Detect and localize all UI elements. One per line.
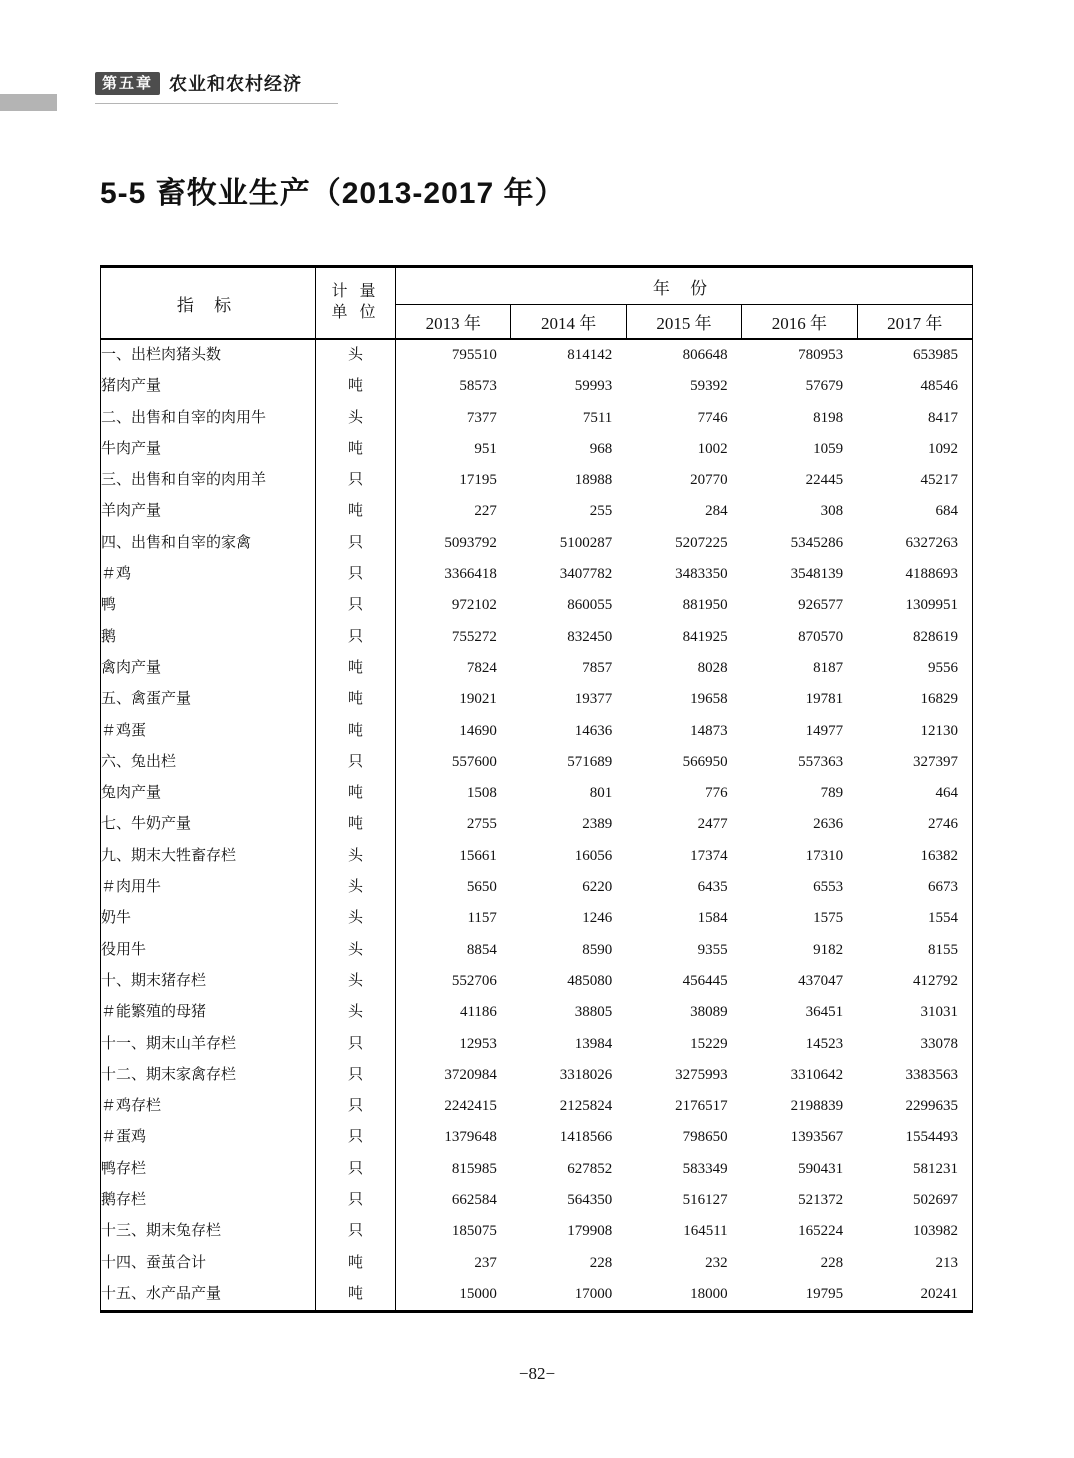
value-cell: 164511 — [683, 1223, 728, 1240]
value-cell: 8155 — [928, 941, 958, 958]
value-cell: 6327263 — [905, 534, 958, 551]
value-cell: 14636 — [574, 722, 613, 739]
unit-cell: 只 — [316, 1060, 396, 1091]
unit-header-line2: 单 位 — [331, 304, 380, 321]
value-cell: 7377 — [466, 409, 497, 426]
value-cell: 968 — [589, 440, 613, 457]
chapter-title: 农业和农村经济 — [169, 74, 303, 94]
col-header-unit — [316, 267, 396, 340]
unit-cell: 只 — [316, 559, 396, 590]
value-cell: 590431 — [798, 1160, 844, 1177]
value-cell: 9355 — [697, 941, 728, 958]
value-cell: 1379648 — [444, 1129, 497, 1146]
unit-cell: 只 — [316, 465, 396, 496]
value-cell: 2389 — [582, 816, 613, 833]
indicator-cell: 鸭 — [101, 590, 316, 621]
table-row — [101, 1122, 973, 1153]
value-cell: 20241 — [920, 1285, 958, 1302]
value-cell: 581231 — [913, 1160, 958, 1177]
indicator-cell: 十二、期末家禽存栏 — [101, 1060, 316, 1091]
unit-cell: 只 — [316, 590, 396, 621]
value-cell: 16382 — [920, 847, 958, 864]
value-cell: 12130 — [920, 722, 958, 739]
value-cell: 15661 — [459, 847, 497, 864]
value-cell: 19795 — [805, 1285, 844, 1302]
value-cell: 16829 — [920, 691, 958, 708]
value-cell: 14977 — [805, 722, 844, 739]
table-row — [101, 1091, 973, 1122]
value-cell: 5100287 — [559, 534, 613, 551]
unit-cell: 吨 — [316, 434, 396, 465]
value-cell: 20770 — [690, 472, 728, 489]
unit-cell: 只 — [316, 1091, 396, 1122]
unit-cell: 吨 — [316, 684, 396, 715]
value-cell: 3407782 — [559, 566, 613, 583]
value-cell: 412792 — [913, 972, 958, 989]
value-cell: 3310642 — [790, 1066, 844, 1083]
table-row — [101, 903, 973, 934]
table-row — [101, 496, 973, 527]
value-cell: 755272 — [451, 628, 497, 645]
value-cell: 7746 — [697, 409, 728, 426]
value-cell: 795510 — [451, 347, 497, 363]
value-cell: 185075 — [451, 1223, 497, 1240]
unit-cell: 吨 — [316, 1279, 396, 1312]
value-cell: 15000 — [459, 1285, 497, 1302]
value-cell: 7511 — [582, 409, 613, 426]
value-cell: 2198839 — [790, 1098, 844, 1115]
value-cell: 521372 — [798, 1192, 844, 1209]
indicator-cell: 奶牛 — [101, 903, 316, 934]
value-cell: 8590 — [582, 941, 613, 958]
table-row — [101, 997, 973, 1028]
year-column-header: 2016 年 — [742, 305, 857, 340]
value-cell: 12953 — [459, 1035, 497, 1052]
value-cell: 17310 — [805, 847, 844, 864]
indicator-cell: 羊肉产量 — [101, 496, 316, 527]
value-cell: 3366418 — [444, 566, 497, 583]
value-cell: 3483350 — [675, 566, 728, 583]
table-row — [101, 371, 973, 402]
value-cell: 5345286 — [790, 534, 844, 551]
value-cell: 232 — [705, 1254, 728, 1271]
indicator-cell: 兔肉产量 — [101, 778, 316, 809]
value-cell: 2477 — [697, 816, 728, 833]
col-header-year-group: 年 份 — [396, 267, 973, 305]
table-row — [101, 465, 973, 496]
table-row — [101, 1279, 973, 1312]
value-cell: 806648 — [682, 347, 728, 363]
value-cell: 58573 — [459, 378, 497, 395]
value-cell: 6673 — [928, 879, 958, 896]
value-cell: 801 — [589, 785, 613, 802]
value-cell: 1418566 — [559, 1129, 613, 1146]
unit-cell: 只 — [316, 1122, 396, 1153]
unit-cell: 吨 — [316, 716, 396, 747]
table-row — [101, 528, 973, 559]
value-cell: 213 — [935, 1254, 958, 1271]
indicator-cell: ＃鸡蛋 — [101, 716, 316, 747]
value-cell: 4188693 — [905, 566, 958, 583]
value-cell: 2746 — [928, 816, 958, 833]
unit-cell: 吨 — [316, 778, 396, 809]
value-cell: 16056 — [574, 847, 613, 864]
value-cell: 437047 — [798, 972, 844, 989]
table-row — [101, 1216, 973, 1247]
unit-cell: 头 — [316, 997, 396, 1028]
value-cell: 14873 — [690, 722, 728, 739]
value-cell: 1246 — [582, 910, 613, 927]
value-cell: 19021 — [459, 691, 497, 708]
unit-cell: 头 — [316, 903, 396, 934]
table-row — [101, 1029, 973, 1060]
indicator-cell: 十五、水产品产量 — [101, 1279, 316, 1312]
indicator-cell: 十四、蚕茧合计 — [101, 1248, 316, 1279]
table-row — [101, 778, 973, 809]
value-cell: 2755 — [466, 816, 497, 833]
value-cell: 284 — [705, 503, 728, 520]
value-cell: 464 — [935, 785, 958, 802]
value-cell: 662584 — [451, 1192, 497, 1209]
value-cell: 38805 — [574, 1004, 613, 1021]
value-cell: 557600 — [451, 753, 497, 770]
unit-cell: 只 — [316, 1216, 396, 1247]
unit-cell: 只 — [316, 747, 396, 778]
value-cell: 7857 — [582, 659, 613, 676]
value-cell: 8417 — [928, 409, 958, 426]
indicator-cell: 十三、期末兔存栏 — [101, 1216, 316, 1247]
value-cell: 13984 — [574, 1035, 613, 1052]
table-row — [101, 1154, 973, 1185]
value-cell: 19377 — [574, 691, 613, 708]
indicator-cell: 三、出售和自宰的肉用羊 — [101, 465, 316, 496]
value-cell: 3720984 — [444, 1066, 497, 1083]
indicator-cell: 鹅 — [101, 622, 316, 653]
value-cell: 59392 — [690, 378, 728, 395]
unit-cell: 头 — [316, 403, 396, 434]
value-cell: 228 — [589, 1254, 613, 1271]
value-cell: 798650 — [682, 1129, 728, 1146]
value-cell: 627852 — [567, 1160, 613, 1177]
value-cell: 502697 — [913, 1192, 958, 1209]
value-cell: 1309951 — [905, 597, 958, 614]
unit-cell: 吨 — [316, 496, 396, 527]
indicator-cell: 七、牛奶产量 — [101, 809, 316, 840]
table-row — [101, 403, 973, 434]
value-cell: 59993 — [574, 378, 613, 395]
unit-cell: 只 — [316, 1185, 396, 1216]
value-cell: 653985 — [913, 347, 958, 363]
value-cell: 57679 — [805, 378, 844, 395]
unit-cell: 吨 — [316, 1248, 396, 1279]
value-cell: 38089 — [690, 1004, 728, 1021]
value-cell: 2125824 — [559, 1098, 613, 1115]
indicator-cell: 鹅存栏 — [101, 1185, 316, 1216]
value-cell: 14690 — [459, 722, 497, 739]
value-cell: 255 — [589, 503, 613, 520]
value-cell: 165224 — [798, 1223, 844, 1240]
value-cell: 557363 — [798, 753, 844, 770]
value-cell: 926577 — [798, 597, 844, 614]
table-row — [101, 590, 973, 621]
unit-cell: 头 — [316, 872, 396, 903]
value-cell: 308 — [820, 503, 844, 520]
value-cell: 780953 — [798, 347, 844, 363]
value-cell: 45217 — [920, 472, 958, 489]
value-cell: 33078 — [920, 1035, 958, 1052]
value-cell: 951 — [474, 440, 497, 457]
unit-cell: 只 — [316, 1029, 396, 1060]
value-cell: 2176517 — [675, 1098, 728, 1115]
value-cell: 179908 — [567, 1223, 613, 1240]
indicator-cell: 六、兔出栏 — [101, 747, 316, 778]
table-row — [101, 622, 973, 653]
unit-cell: 头 — [316, 339, 396, 371]
indicator-cell: ＃能繁殖的母猪 — [101, 997, 316, 1028]
value-cell: 6553 — [813, 879, 844, 896]
value-cell: 9556 — [928, 659, 958, 676]
table-row — [101, 841, 973, 872]
value-cell: 3383563 — [905, 1066, 958, 1083]
unit-cell: 吨 — [316, 809, 396, 840]
value-cell: 19781 — [805, 691, 844, 708]
value-cell: 1059 — [813, 440, 844, 457]
table-row — [101, 809, 973, 840]
value-cell: 814142 — [567, 347, 613, 363]
value-cell: 15229 — [690, 1035, 728, 1052]
value-cell: 5207225 — [675, 534, 728, 551]
value-cell: 566950 — [682, 753, 728, 770]
indicator-cell: 四、出售和自宰的家禽 — [101, 528, 316, 559]
table-header — [101, 267, 973, 340]
table-row — [101, 872, 973, 903]
indicator-cell: ＃蛋鸡 — [101, 1122, 316, 1153]
value-cell: 972102 — [451, 597, 497, 614]
value-cell: 8198 — [813, 409, 844, 426]
year-column-header: 2013 年 — [396, 305, 511, 340]
value-cell: 828619 — [913, 628, 958, 645]
value-cell: 227 — [474, 503, 497, 520]
indicator-cell: ＃鸡 — [101, 559, 316, 590]
col-header-indicator: 指 标 — [101, 267, 316, 340]
value-cell: 1554493 — [905, 1129, 958, 1146]
value-cell: 870570 — [798, 628, 844, 645]
value-cell: 3318026 — [559, 1066, 613, 1083]
value-cell: 17195 — [459, 472, 497, 489]
table-row — [101, 559, 973, 590]
indicator-cell: 牛肉产量 — [101, 434, 316, 465]
value-cell: 7824 — [466, 659, 497, 676]
value-cell: 789 — [820, 785, 844, 802]
table-row — [101, 653, 973, 684]
value-cell: 237 — [474, 1254, 497, 1271]
value-cell: 18988 — [574, 472, 613, 489]
value-cell: 841925 — [682, 628, 728, 645]
unit-cell: 吨 — [316, 371, 396, 402]
value-cell: 2636 — [813, 816, 844, 833]
value-cell: 815985 — [451, 1160, 497, 1177]
value-cell: 552706 — [451, 972, 497, 989]
value-cell: 2242415 — [444, 1098, 497, 1115]
unit-cell: 只 — [316, 1154, 396, 1185]
value-cell: 1092 — [928, 440, 958, 457]
chapter-badge: 第五章 — [95, 72, 160, 95]
table-row — [101, 1248, 973, 1279]
indicator-cell: 五、禽蛋产量 — [101, 684, 316, 715]
value-cell: 583349 — [682, 1160, 728, 1177]
value-cell: 9182 — [813, 941, 844, 958]
indicator-cell: 二、出售和自宰的肉用牛 — [101, 403, 316, 434]
year-column-header: 2014 年 — [511, 305, 626, 340]
page-title: 5-5 畜牧业生产（2013-2017 年） — [100, 177, 566, 210]
value-cell: 31031 — [920, 1004, 958, 1021]
value-cell: 8028 — [697, 659, 728, 676]
value-cell: 18000 — [690, 1285, 728, 1302]
value-cell: 1002 — [697, 440, 728, 457]
table-row — [101, 935, 973, 966]
indicator-cell: 一、出栏肉猪头数 — [101, 339, 316, 371]
value-cell: 2299635 — [905, 1098, 958, 1115]
value-cell: 14523 — [805, 1035, 844, 1052]
indicator-cell: ＃肉用牛 — [101, 872, 316, 903]
value-cell: 36451 — [805, 1004, 844, 1021]
unit-header-line1: 计 量 — [331, 283, 380, 301]
indicator-cell: 十、期末猪存栏 — [101, 966, 316, 997]
value-cell: 516127 — [682, 1192, 728, 1209]
table-row — [101, 966, 973, 997]
year-column-header: 2017 年 — [857, 305, 972, 340]
value-cell: 1575 — [813, 910, 844, 927]
table-row — [101, 684, 973, 715]
value-cell: 1393567 — [790, 1129, 844, 1146]
unit-cell: 只 — [316, 528, 396, 559]
value-cell: 832450 — [567, 628, 613, 645]
value-cell: 228 — [820, 1254, 844, 1271]
value-cell: 571689 — [567, 753, 613, 770]
value-cell: 684 — [935, 503, 958, 520]
value-cell: 3548139 — [790, 566, 844, 583]
value-cell: 3275993 — [675, 1066, 728, 1083]
value-cell: 1508 — [466, 785, 497, 802]
value-cell: 564350 — [567, 1192, 613, 1209]
value-cell: 881950 — [682, 597, 728, 614]
value-cell: 48546 — [920, 378, 958, 395]
left-margin-band — [0, 94, 57, 111]
value-cell: 1554 — [928, 910, 958, 927]
value-cell: 456445 — [682, 972, 728, 989]
value-cell: 22445 — [805, 472, 844, 489]
table-body — [101, 339, 973, 1312]
unit-cell: 只 — [316, 622, 396, 653]
value-cell: 6435 — [697, 879, 728, 896]
indicator-cell: 猪肉产量 — [101, 371, 316, 402]
unit-cell: 头 — [316, 966, 396, 997]
livestock-production-table — [100, 265, 973, 1313]
unit-cell: 吨 — [316, 653, 396, 684]
value-cell: 6220 — [582, 879, 613, 896]
value-cell: 19658 — [690, 691, 728, 708]
value-cell: 860055 — [567, 597, 613, 614]
indicator-cell: 禽肉产量 — [101, 653, 316, 684]
table-row — [101, 716, 973, 747]
unit-cell: 头 — [316, 935, 396, 966]
indicator-cell: 十一、期末山羊存栏 — [101, 1029, 316, 1060]
table-row — [101, 747, 973, 778]
year-column-header: 2015 年 — [626, 305, 741, 340]
unit-cell: 头 — [316, 841, 396, 872]
value-cell: 1584 — [697, 910, 728, 927]
page-number: −82− — [518, 1364, 556, 1383]
value-cell: 1157 — [467, 910, 497, 927]
value-cell: 41186 — [459, 1004, 497, 1021]
table-row — [101, 339, 973, 371]
value-cell: 8854 — [466, 941, 497, 958]
value-cell: 17000 — [574, 1285, 613, 1302]
chapter-header — [95, 70, 338, 104]
value-cell: 5650 — [466, 879, 497, 896]
table-row — [101, 1060, 973, 1091]
value-cell: 776 — [705, 785, 728, 802]
indicator-cell: 鸭存栏 — [101, 1154, 316, 1185]
table-row — [101, 434, 973, 465]
indicator-cell: 役用牛 — [101, 935, 316, 966]
value-cell: 327397 — [913, 753, 958, 770]
indicator-cell: 九、期末大牲畜存栏 — [101, 841, 316, 872]
value-cell: 485080 — [567, 972, 613, 989]
value-cell: 17374 — [690, 847, 728, 864]
value-cell: 5093792 — [444, 534, 497, 551]
table-row — [101, 1185, 973, 1216]
value-cell: 103982 — [913, 1223, 958, 1240]
indicator-cell: ＃鸡存栏 — [101, 1091, 316, 1122]
value-cell: 8187 — [813, 659, 844, 676]
